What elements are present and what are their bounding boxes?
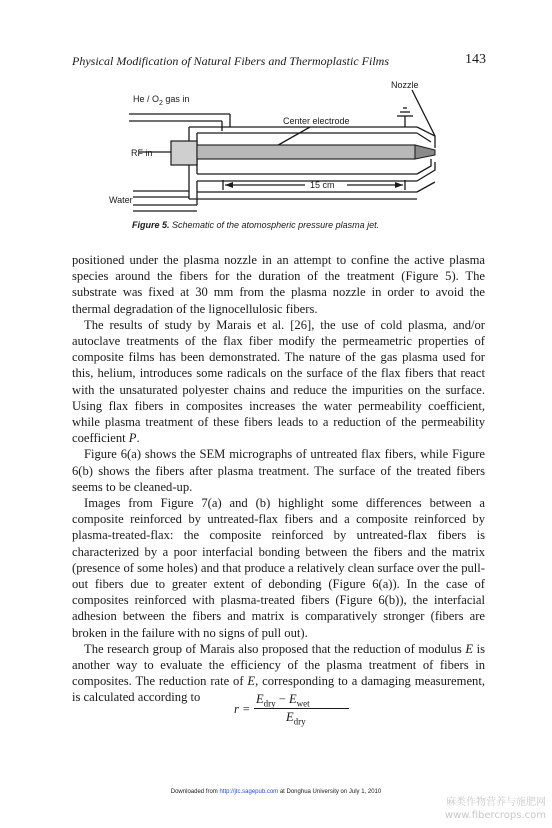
paragraph-3: Figure 6(a) shows the SEM micrographs of untreated flax fibers, while Figure 6(b) shows the fibers after plasma treatment. The surface of the treated fibers seems to be cleaned-up. — [72, 447, 485, 494]
symbol-e: E — [247, 674, 256, 689]
equation-numerator: $E_{dry} - E_{wet}$ — [256, 692, 310, 709]
reduction-rate-equation — [234, 692, 354, 728]
center-electrode-label: Center electrode — [283, 116, 350, 126]
equation-lhs: r = — [234, 702, 251, 716]
paragraph-4: Images from Figure 7(a) and (b) highlight some differences between a composite reinforced by untreated-flax fibers and a composite reinforced by plasma-treated-flax: the composite reinforced by untreated-flax fibers is characterized by a poor interfacial bonding between the fibers and the matrix (presence of some holes) and that produce a relatively clean surface over the pull-out fibers due to greater extent of debonding (Figure 6(a)). In the case of composites reinforced with plasma-treated fibers (Figure 6(b)), the interfacial adhesion between the fibers and matrix is comparatively stronger (fibers are broken in the failure with no signs of pull out). — [72, 496, 485, 640]
running-title: Physical Modification of Natural Fibers and Thermoplastic Films — [72, 54, 389, 68]
figure-caption-text: Schematic of the atomospheric pressure plasma jet. — [169, 220, 380, 230]
figure-caption-label: Figure 5. — [132, 220, 170, 230]
dimension-label: 15 cm — [310, 180, 335, 190]
figure-caption — [132, 220, 379, 230]
watermark-line-1: 麻类作物营养与施肥网 — [446, 797, 546, 808]
symbol-e: E — [465, 641, 474, 656]
source-link[interactable]: http://jtc.sagepub.com — [219, 789, 279, 795]
figure-5 — [105, 78, 451, 228]
running-header — [72, 54, 486, 72]
paragraph-2: The results of study by Marais et al. [26], the use of cold plasma, and/or autoclave treatments of the flax fiber modify the permeametric properties of composite films has been demonstrated. The nature of the gas plasma used for this, helium, introduces some radicals on the surface of the flax fibers that react with the unsaturated polyester chains and reduce the impurities on the surface. Using flax fibers in composites increases the water permeability coefficient, while plasma treatment of these fibers leads to a reduction of the permeability coefficient P. — [72, 317, 485, 446]
fraction-bar — [254, 708, 349, 709]
gas-in-label: He / $O_2$ gas in — [133, 94, 190, 107]
paragraph-5: The research group of Marais also proposed that the reduction of modulus E is another way to evaluate the efficiency of the plasma treatment of fibers in composites. The reduction rate of E, corresponding to a damaging measurement, is calculated according to — [72, 641, 485, 705]
watermark-line-2: www.fibercrops.com — [444, 810, 546, 821]
equation-denominator: $E_{dry}$ — [286, 710, 306, 727]
rf-in-label: RF in — [131, 148, 153, 158]
symbol-p: P — [128, 431, 137, 446]
paragraph-1: positioned under the plasma nozzle in an attempt to confine the active plasma species around the fibers for the duration of the treatment (Figure 5). The substrate was fixed at 30 mm from the plasma nozzle in order to avoid the thermal degradation of the lignocellulosic fibers. — [72, 253, 485, 316]
download-footer: Downloaded from http://jtc.sagepub.com at Donghua University on July 1, 2010 — [170, 789, 382, 795]
water-label: Water — [109, 195, 133, 205]
page-number: 143 — [465, 52, 486, 67]
site-watermark — [445, 796, 546, 822]
body-text — [72, 252, 485, 706]
nozzle-label: Nozzle — [391, 80, 419, 90]
